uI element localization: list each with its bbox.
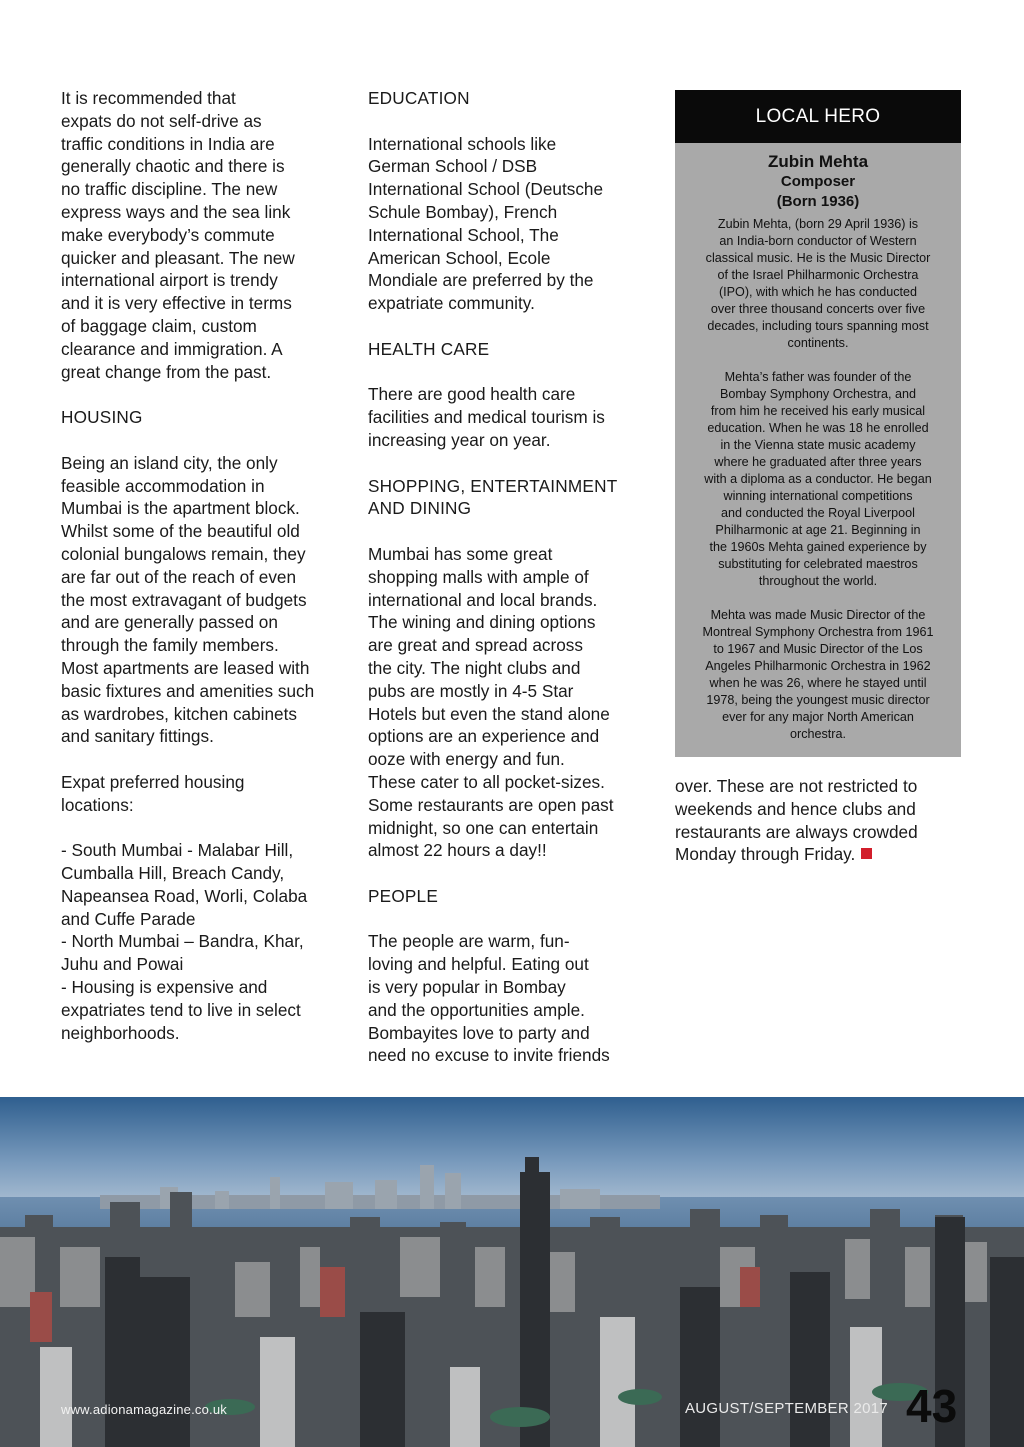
hero-bio xyxy=(675,216,961,743)
bio-paragraph-1: Zubin Mehta, (born 29 April 1936) is an India-born conductor of Western classical music. He is the Music Director of the Israel Philharmonic Orchestra (IPO), with which he has conducted over three thousand concerts over five decades, including tours spanning most continents. xyxy=(705,217,931,350)
ending-text: over. These are not restricted to weekends and hence clubs and restaurants are always crowded Monday through Friday. xyxy=(675,776,918,865)
page-number: 43 xyxy=(906,1380,958,1432)
article-column-1 xyxy=(61,87,356,1067)
education-paragraph: International schools like German School / DSB International School (Deutsche Schule Bombay), French International School, The American School, Ecole Mondiale are preferred by the expatriate community. xyxy=(368,133,604,314)
education-heading: EDUCATION xyxy=(368,88,470,108)
local-hero-sidebar xyxy=(675,90,961,757)
sidebar-body xyxy=(675,143,961,757)
magazine-url: www.adionamagazine.co.uk xyxy=(61,1402,227,1417)
locations-list: - South Mumbai - Malabar Hill, Cumballa Hill, Breach Candy, Napeansea Road, Worli, Colaba and Cuffe Parade - North Mumbai – Bandra, Khar, Juhu and Powai - Housing is expensive and expatriates tend to live in select neighborhoods. xyxy=(61,840,308,1043)
shopping-paragraph: Mumbai has some great shopping malls with ample of international and local brands. The wining and dining options are great and spread across the city. The night clubs and pubs are mostly in 4-5 Star Hotels but even the stand alone options are an experience and ooze with energy and fun. These cater to all pocket-sizes. Some restaurants are open past midnight, so one can entertain almost 22 hours a day!! xyxy=(368,543,614,861)
hero-name: Zubin Mehta xyxy=(767,152,869,171)
hero-born: (Born 1936) xyxy=(776,193,860,210)
intro-paragraph: It is recommended that expats do not self-drive as traffic conditions in India are generally chaotic and there is no traffic discipline. The new express ways and the sea link make everybody’s commute quicker and pleasant. The new international airport is trendy and it is very effective in terms of baggage claim, custom clearance and immigration. A great change from the past. xyxy=(61,88,295,382)
skyline-illustration xyxy=(0,1097,1024,1447)
article-column-2 xyxy=(368,87,653,1090)
housing-heading: HOUSING xyxy=(61,407,143,428)
people-paragraph: The people are warm, fun- loving and helpful. Eating out is very popular in Bombay and the opportunities ample. Bombayites love to party and need no excuse to invite friends xyxy=(368,931,610,1066)
housing-paragraph: Being an island city, the only feasible accommodation in Mumbai is the apartment block. Whilst some of the beautiful old colonial bungalows remain, they are far out of the reach of even the most extravagant of budgets and are generally passed on through the family members. Most apartments are leased with basic fixtures and amenities such as wardrobes, kitchen cabinets and sanitary fittings. xyxy=(61,452,315,747)
health-paragraph: There are good health care facilities and medical tourism is increasing year on year. xyxy=(368,384,605,450)
people-heading: PEOPLE xyxy=(368,885,438,906)
health-heading: HEALTH CARE xyxy=(368,338,490,359)
end-of-article-mark xyxy=(861,848,872,859)
issue-date: AUGUST/SEPTEMBER 2017 xyxy=(685,1400,889,1417)
article-ending xyxy=(675,775,961,866)
mumbai-skyline-photo xyxy=(0,1097,1024,1447)
bio-paragraph-2: Mehta’s father was founder of the Bombay Symphony Orchestra, and from him he received his early musical education. When he was 18 he enrolled in the Vienna state music academy where he graduated after three years with a diploma as a conductor. He began winning international competitions and conducted the Royal Liverpool Philharmonic at age 21. Beginning in the 1960s Mehta gained experience by substituting for celebrated maestros throughout the world. xyxy=(704,370,932,588)
hero-role: Composer xyxy=(780,173,856,190)
locations-intro: Expat preferred housing locations: xyxy=(61,771,245,815)
bio-paragraph-3: Mehta was made Music Director of the Montreal Symphony Orchestra from 1961 to 1967 and Music Director of the Los Angeles Philharmonic Orchestra in 1962 when he was 26, where he stayed until 1978, being the youngest music director ever for any major North American orchestra. xyxy=(702,608,934,741)
sidebar-header: LOCAL HERO xyxy=(675,90,961,143)
shopping-heading: SHOPPING, ENTERTAINMENT AND DINING xyxy=(368,475,618,519)
